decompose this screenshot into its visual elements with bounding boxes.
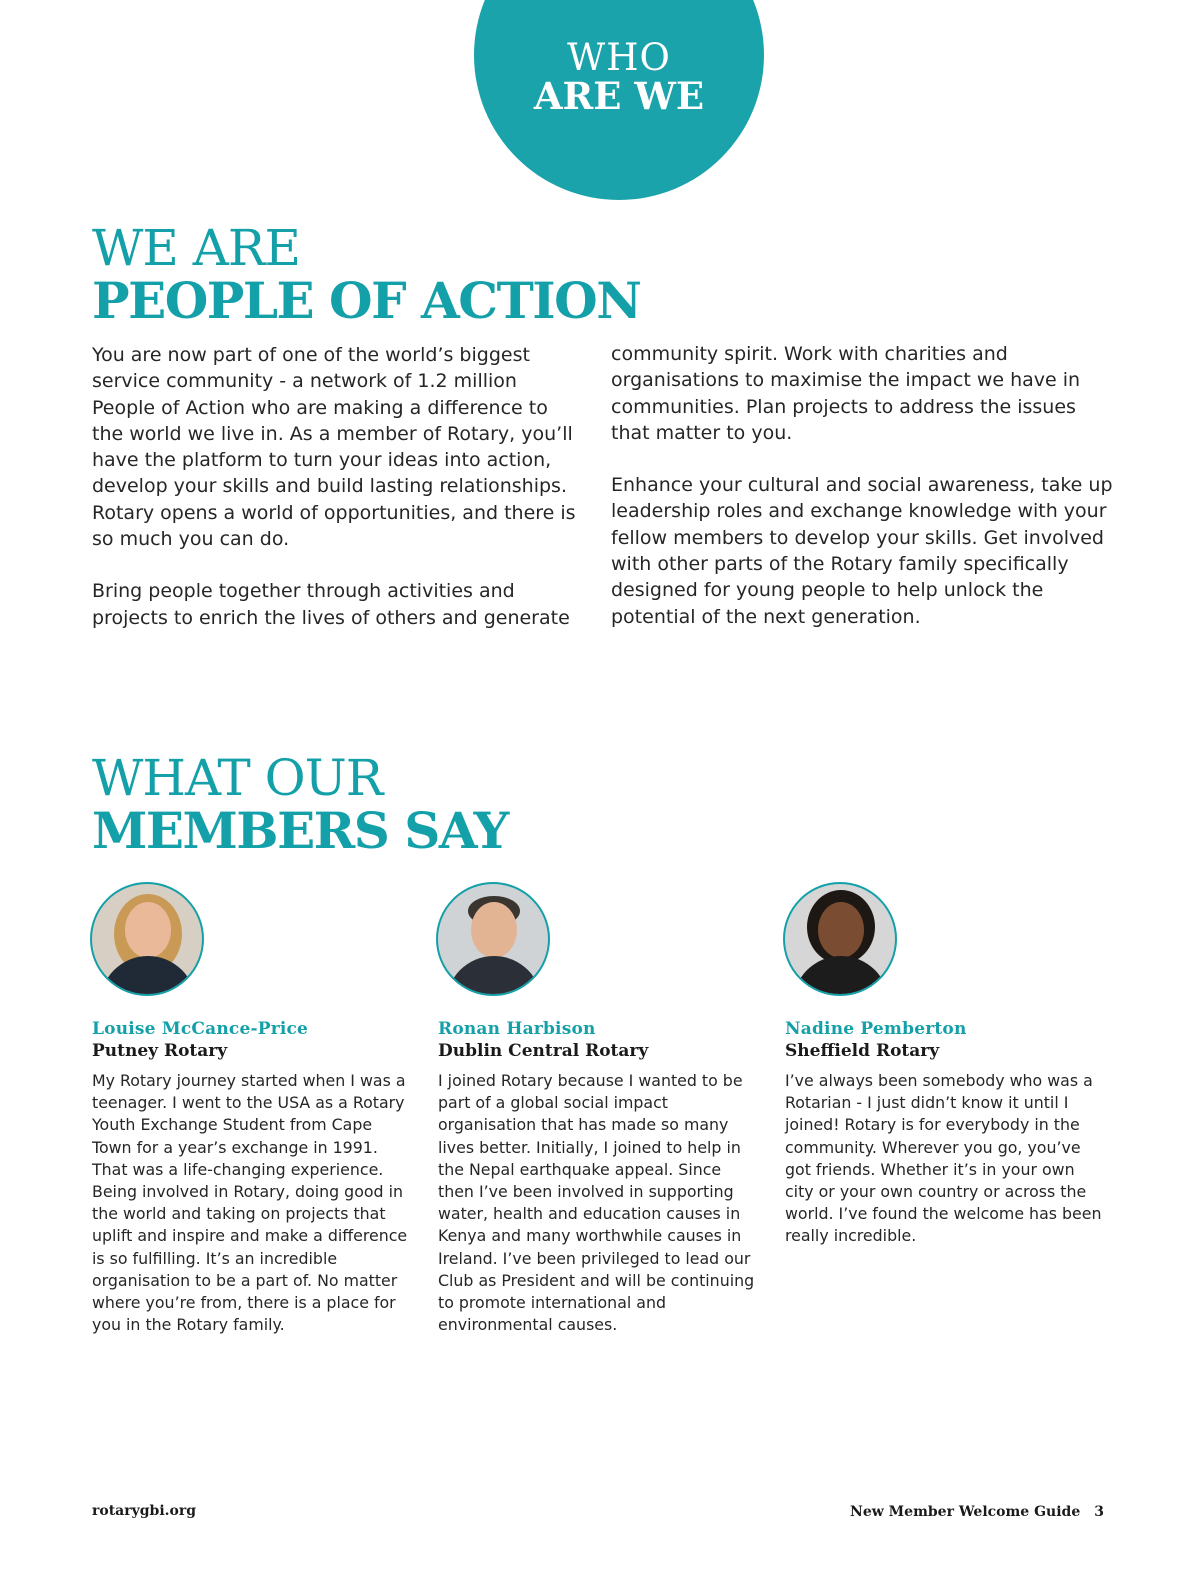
intro-column-left — [92, 342, 584, 657]
badge-line-2: ARE WE — [533, 74, 705, 118]
avatar — [783, 882, 897, 996]
member-club: Dublin Central Rotary — [438, 1041, 649, 1061]
intro-paragraph: You are now part of one of the world’s biggest service community - a network of 1.2 million People of Action who are making a difference to the world we live in. As a member of Rotary, you’ll have the platform to turn your ideas into action, develop your skills and build lasting relationships. Rotary opens a world of opportunities, and there is so much you can do. — [92, 344, 576, 551]
intro-paragraph: Bring people together through activities and projects to enrich the lives of others and generate — [92, 580, 570, 629]
footer-website: rotarygbi.org — [92, 1503, 197, 1519]
member-name: Ronan Harbison — [438, 1019, 596, 1039]
guide-title: New Member Welcome Guide — [850, 1504, 1081, 1520]
footer-guide — [850, 1504, 1104, 1520]
member-testimonial — [785, 882, 1105, 1248]
heading-bold: PEOPLE OF ACTION — [92, 271, 641, 330]
intro-paragraph: community spirit. Work with charities and organisations to maximise the impact we have in communities. Plan projects to address the issues that matter to you. — [611, 343, 1081, 444]
intro-paragraph: Enhance your cultural and social awareness, take up leadership roles and exchange knowledge with your fellow members to develop your skills. Get involved with other parts of the Rotary family specifically designed for young people to help unlock the potential of the next generation. — [611, 474, 1113, 628]
badge-line-1: WHO — [567, 36, 671, 79]
member-quote: I joined Rotary because I wanted to be part of a global social impact organisation that has made so many lives better. Initially, I joined to help in the Nepal earthquake appeal. Since then I’ve been involved in supporting water, health and education causes in Kenya and many worthwhile causes in Ireland. I’ve been privileged to lead our Club as President and will be continuing to promote international and environmental causes. — [438, 1071, 755, 1335]
who-are-we-badge — [474, 0, 764, 200]
member-quote: I’ve always been somebody who was a Rotarian - I just didn’t know it until I joined! Rotary is for everybody in the community. Wherever you go, you’ve got friends. Whether it’s in your own city or your own country or across the world. I’ve found the welcome has been really incredible. — [785, 1071, 1102, 1246]
member-testimonial — [92, 882, 412, 1336]
heading-light: WHAT OUR — [92, 749, 383, 807]
members-say-heading — [92, 749, 508, 860]
avatar — [90, 882, 204, 996]
heading-bold: MEMBERS SAY — [92, 801, 508, 860]
people-of-action-heading — [92, 219, 641, 330]
heading-light: WE ARE — [92, 219, 301, 277]
avatar — [436, 882, 550, 996]
member-name: Nadine Pemberton — [785, 1019, 967, 1039]
member-club: Sheffield Rotary — [785, 1041, 940, 1061]
member-quote: My Rotary journey started when I was a teenager. I went to the USA as a Rotary Youth Exchange Student from Cape Town for a year’s exchange in 1991. That was a life-changing experience. Being involved in Rotary, doing good in the world and taking on projects that uplift and inspire and make a difference is so fulfilling. It’s an incredible organisation to be a part of. No matter where you’re from, there is a place for you in the Rotary family. — [92, 1071, 408, 1335]
member-name: Louise McCance-Price — [92, 1019, 309, 1039]
member-testimonial — [438, 882, 758, 1336]
member-club: Putney Rotary — [92, 1041, 228, 1061]
intro-column-right — [611, 341, 1115, 656]
page-number: 3 — [1094, 1504, 1104, 1520]
